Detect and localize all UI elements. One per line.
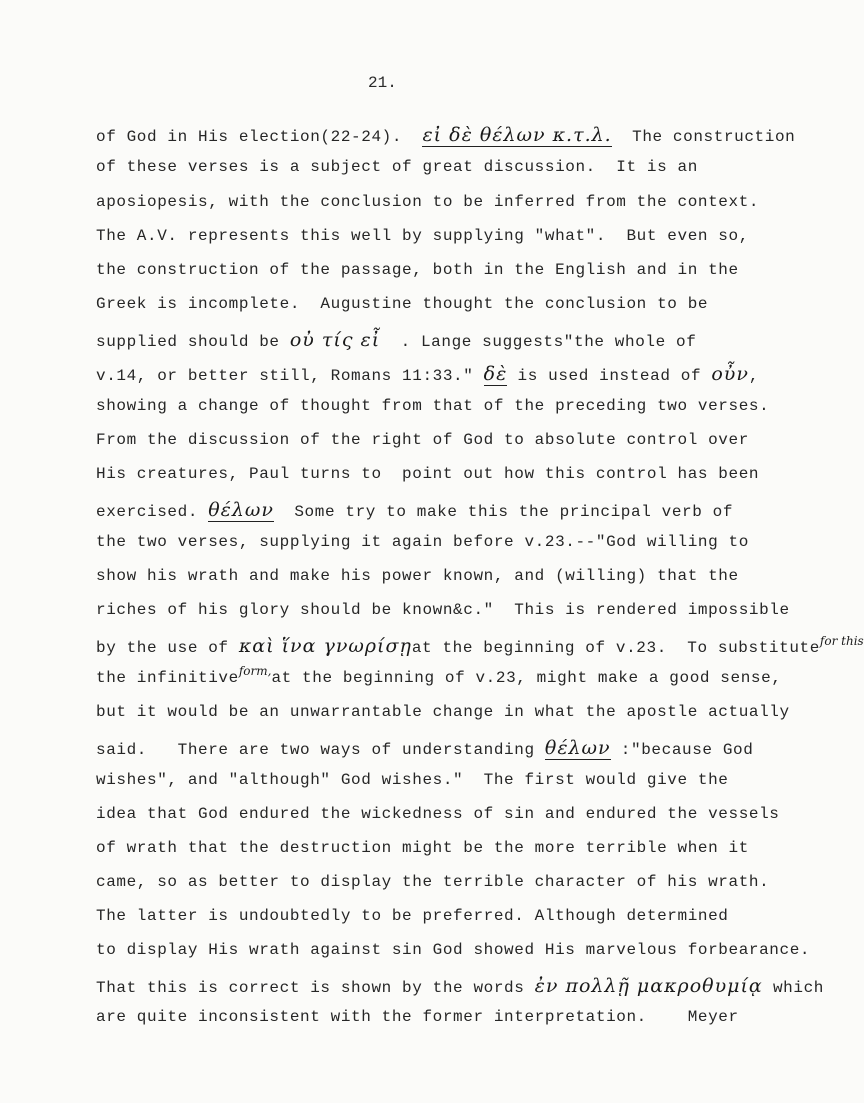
typed-text: showing a change of thought from that of the preceding two verses.: [96, 397, 770, 415]
handwritten-note: for this: [819, 634, 864, 648]
typed-text: The A.V. represents this well by supplying "what". But even so,: [96, 227, 749, 245]
typed-text: v.14, or better still, Romans 11:33.": [96, 367, 484, 385]
typed-text: the construction of the passage, both in the English and in the: [96, 261, 739, 279]
typed-text: which: [762, 979, 824, 997]
text-line: [96, 227, 749, 245]
typed-text: Some try to make this the principal verb of: [273, 503, 734, 521]
text-line: [96, 295, 708, 313]
typed-text: From the discussion of the right of God to absolute control over: [96, 431, 749, 449]
typed-text: riches of his glory should be known&c." This is rendered impossible: [96, 601, 790, 619]
text-line: [96, 703, 790, 721]
text-line: [96, 1008, 739, 1026]
text-line: [96, 431, 749, 449]
text-line: [96, 124, 795, 146]
handwritten-greek: εἰ δὲ θέλων κ.τ.λ.: [422, 124, 612, 146]
typed-text: exercised.: [96, 503, 209, 521]
text-line: [96, 771, 729, 789]
typed-text: of wrath that the destruction might be the more terrible when it: [96, 839, 749, 857]
text-line: [96, 499, 733, 521]
typed-text: by the use of: [96, 639, 239, 657]
typed-text: show his wrath and make his power known, and (willing) that the: [96, 567, 739, 585]
typed-text: to display His wrath against sin God showed His marvelous forbearance.: [96, 941, 811, 959]
text-line: [96, 533, 749, 551]
handwritten-greek: θέλων: [208, 499, 274, 521]
typed-text: said. There are two ways of understanding: [96, 741, 545, 759]
text-line: [96, 907, 729, 925]
handwritten-greek: θέλων: [544, 737, 611, 759]
text-line: [96, 329, 696, 351]
typed-text: but it would be an unwarrantable change in what the apostle actually: [96, 703, 790, 721]
text-line: [96, 839, 749, 857]
text-line: [96, 975, 824, 997]
typed-text: His creatures, Paul turns to point out how this control has been: [96, 465, 760, 483]
typed-text: ,: [748, 367, 760, 385]
text-line: [96, 261, 739, 279]
handwritten-greek: δὲ: [483, 363, 508, 385]
typed-text: That this is correct is shown by the words: [96, 979, 535, 997]
text-line: [96, 601, 790, 619]
handwritten-greek: ἐν πολλῇ μακροθυμίᾳ: [534, 975, 763, 997]
text-line: [96, 363, 759, 385]
typed-text: the two verses, supplying it again before v.23.--"God willing to: [96, 533, 749, 551]
handwritten-greek: καὶ ἵνα γνωρίσῃ: [238, 635, 412, 657]
text-line: [96, 941, 810, 959]
typed-text: Greek is incomplete. Augustine thought the conclusion to be: [96, 295, 709, 313]
typed-text: wishes", and "although" God wishes." The first would give the: [96, 771, 729, 789]
typed-text: :"because God: [610, 741, 754, 759]
typed-text: is used instead of: [507, 367, 712, 385]
typed-text: supplied should be: [96, 333, 290, 351]
typed-text: came, so as better to display the terrible character of his wrath.: [96, 873, 770, 891]
typed-text: The construction: [611, 128, 796, 146]
typed-text: . Lange suggests"the whole of: [380, 333, 697, 351]
typed-text: the infinitive: [96, 669, 239, 687]
typed-text: of these verses is a subject of great discussion. It is an: [96, 158, 698, 176]
typed-text: at the beginning of v.23. To substitute: [411, 639, 820, 657]
page-number: 21.: [368, 74, 397, 92]
handwritten-greek: οὐ τίς εἶ: [289, 329, 381, 351]
text-line: [96, 664, 782, 687]
handwritten-greek: οὖν: [711, 363, 749, 385]
typed-text: are quite inconsistent with the former interpretation. Meyer: [96, 1008, 739, 1026]
handwritten-note: form,: [238, 664, 272, 678]
text-line: [96, 567, 739, 585]
text-line: [96, 635, 864, 657]
text-line: [96, 737, 753, 759]
typed-text: aposiopesis, with the conclusion to be inferred from the context.: [96, 193, 760, 211]
text-line: [96, 805, 780, 823]
text-line: [96, 193, 759, 211]
typed-text: The latter is undoubtedly to be preferred. Although determined: [96, 907, 729, 925]
text-line: [96, 465, 759, 483]
typed-text: of God in His election(22-24).: [96, 128, 423, 146]
typed-text: idea that God endured the wickedness of sin and endured the vessels: [96, 805, 780, 823]
text-line: [96, 873, 769, 891]
text-line: [96, 158, 698, 176]
text-line: [96, 397, 769, 415]
typed-text: at the beginning of v.23, might make a good sense,: [271, 669, 782, 687]
